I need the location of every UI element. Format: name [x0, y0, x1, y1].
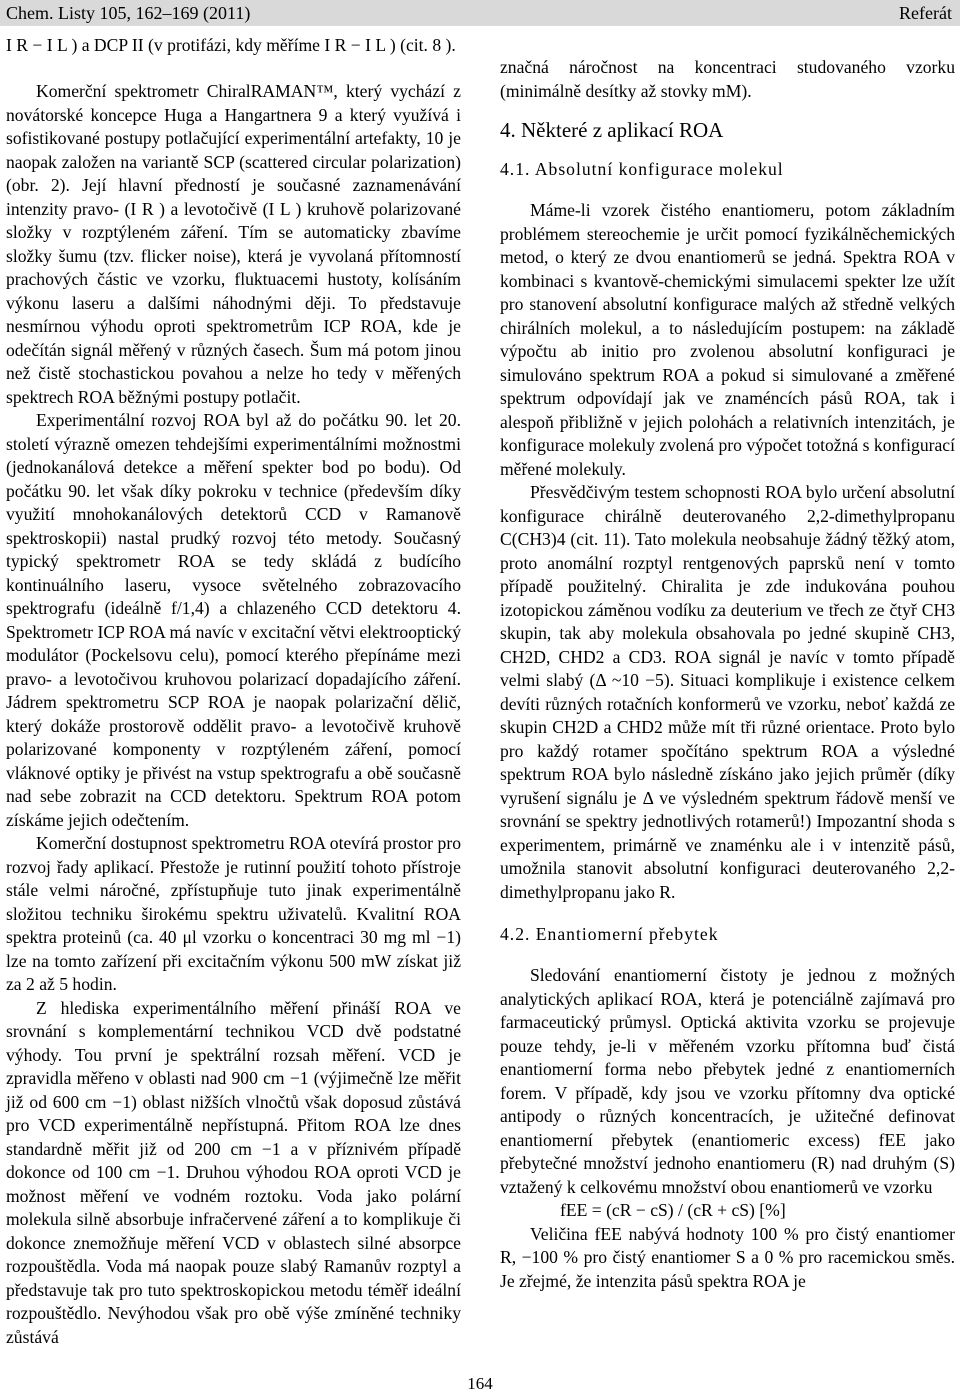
paragraph: Přesvědčivým testem schopnosti ROA bylo určení absolutní konfigurace chirálně deuterovaného 2,2-dimethylpropanu C(CH3)4 (cit. 11). Tato molekula neobsahuje žádný těžký atom, proto anomální rozptyl rentgenových paprsků není v tomto případě použitelný. Chiralita je zde indukována pouhou izotopickou záměnou vodíku za deuterium ve třech ze čtyř CH3 skupin, tak aby molekula obsahovala po jedné skupině CH3, CH2D, CHD2 a CD3. ROA signál je navíc v tomto případě velmi slabý (Δ ~10 −5). Situaci komplikuje i existence celkem devíti různých rotačních konformerů ve vzorku, neboť každá ze skupin CH2D a CHD2 může mít tři různé orientace. Proto bylo pro každý rotamer spočítáno spektrum ROA a výsledné spektrum ROA bylo následně získáno jako jejich průměr (díky vyrušení signálu je Δ ve výsledném spektrum řádově menší ve srovnání se spektry jednotlivých rotamerů!) Impozantní shoda s experimentem, primárně ve znaménku ale i v intenzitě pásů, umožnila stanovit absolutní konfiguraci deuterovaného 2,2-dimethylpropanu jako R. — [500, 482, 955, 902]
section-heading-4: 4. Některé z aplikací ROA — [500, 118, 724, 142]
subsection-heading-4-2: 4.2. Enantiomerní přebytek — [500, 924, 719, 944]
paragraph: Z hlediska experimentálního měření přináší ROA ve srovnání s komplementární technikou VCD dvě podstatné výhody. Tou první je spektrální rozsah měření. VCD je zpravidla měřeno v oblasti nad 900 cm −1 (výjimečně lze měřit již od 600 cm −1) oblast nižších vlnočtů však doposud zůstává pro VCD experimentálně nepřístupná. Přitom ROA lze dnes standardně měřit již od 200 cm −1 a v příznivém případě dokonce od 100 cm −1. Druhou výhodou ROA oproti VCD je možnost měření ve vodném roztoku. Voda jako polární molekula silně absorbuje infračervené záření a to komplikuje či dokonce znemožňuje měření VCD v oblastech silné absorpce rozpouštědla. Voda má naopak pouze slabý Ramanův rozptyl a představuje tak pro tuto spektroskopickou metodu téměř ideální rozpouštědlo. Nevýhodou však pro obě výše zmíněné techniky zůstává — [6, 997, 461, 1347]
right-column — [500, 56, 955, 1293]
paragraph: Sledování enantiomerní čistoty je jednou z možných analytických aplikací ROA, která je potenciálně zajímavá pro farmaceutický průmysl. Optická aktivita vzorku se projevuje pouze tehdy, je-li v měřeném vzorku přítomna buď čistá enantiomerní forma nebo přebytek jedné z enantiomerních forem. V případě, kdy jsou ve vzorku přítomny dva optické antipody o různých koncentracích, je užitečné definovat enantiomerní přebytek (enantiomeric excess) fEE jako přebytečné množství jednoho enantiomeru (R) nad druhým (S) vztažený k celkovému množství obou enantiomerů ve vzorku — [500, 965, 955, 1197]
paragraph: Experimentální rozvoj ROA byl až do počátku 90. let 20. století výrazně omezen tehdejšími experimentálními možnostmi (jednokanálová detekce a měření spekter bod po bodu). Od počátku 90. let však díky pokroku v technice (především díky využití mnohokanálových detektorů CCD v Ramanově spektroskopii) nastal prudký rozvoj této metody. Současný typický spektrometr ROA se tedy skládá z budícího kontinuálního laseru, vysoce světelného zobrazovacího spektrografu (ideálně f/1,4) a chlazeného CCD detektoru 4. Spektrometr ICP ROA má navíc v excitační větvi elektrooptický modulátor (Pockelsovu celu), pomocí kterého přepínáme mezi pravo- a levotočivou kruhovou polarizací dopadajícího záření. Jádrem spektrometru SCP ROA je naopak polarizační dělič, který dokáže prostorově oddělit pravo- a levotočivě kruhově polarizované komponenty v rozptýleném záření, pomocí vláknové optiky je přivést na vstup spektrografu a obě současně nad sebe zobrazit na CCD detektoru. Spektrum ROA potom získáme jejich odečtením. — [6, 410, 461, 830]
subsection-heading-4-1: 4.1. Absolutní konfigurace molekul — [500, 159, 784, 179]
page-number: 164 — [467, 1374, 493, 1393]
journal-citation: Chem. Listy 105, 162–169 (2011) — [6, 3, 251, 23]
paragraph: Komerční spektrometr ChiralRAMAN™, který vychází z novátorské koncepce Huga a Hangartnera 9 a který využívá i sofistikované postupy potlačující experimentální artefakty, 10 je naopak založen na variantě SCP (scattered circular polarization) (obr. 2). Její hlavní předností je současné zaznamenávání intenzity pravo- (I R ) a levotočivě (I L ) kruhově polarizované složky v rozptýleném záření. Tím se automaticky zbavíme složky šumu (tzv. flicker noise), která je vyvolaná přítomností prachových částic ve vzorku, fluktuacemi hustoty, kolísáním výkonu laseru a dalšími náhodnými ději. To představuje nesmírnou výhodu oproti spektrometrům ICP ROA, kde je odečítán signál měřený v různých časech. Šum má potom jinou než čistě stochastickou povahou a nelze ho tedy v měřených spektrech ROA běžnými postupy potlačit. — [6, 81, 461, 407]
paragraph: Máme-li vzorek čistého enantiomeru, potom základním problémem stereochemie je určit pomocí fyzikálněchemických metod, o který ze dvou enantiomerů se jedná. Spektra ROA v kombinaci s kvantově-chemickými simulacemi spekter lze užít pro stanovení absolutní konfigurace malých až středně velkých chirálních molekul, a to následujícím postupem: na základě výpočtu ab initio pro zvolenou absolutní konfiguraci je simulováno spektrum ROA a pokud si simulované a změřené spektrum odpovídají jak ve znaméncích pásů ROA, tak i alespoň přibližně v jejich polohách a relativních intenzitách, je konfigurace molekuly zvolená pro výpočet totožná s konfigurací měřené molekuly. — [500, 200, 955, 479]
paragraph: Veličina fEE nabývá hodnoty 100 % pro čistý enantiomer R, −100 % pro čistý enantiomer S a 0 % pro racemickou směs. Je zřejmé, že intenzita pásů spektra ROA je — [500, 1223, 955, 1291]
paragraph: značná náročnost na koncentraci studovaného vzorku (minimálně desítky až stovky mM). — [500, 57, 955, 101]
section-label: Referát — [899, 3, 952, 23]
left-column — [6, 80, 461, 1349]
equation: fEE = (cR − cS) / (cR + cS) [%] — [560, 1200, 786, 1220]
running-header — [0, 0, 960, 26]
paragraph: Komerční dostupnost spektrometru ROA otevírá prostor pro rozvoj řady aplikací. Přestože je rutinní použití tohoto přístroje stále velmi náročné, zpřístupňuje tuto jinak experimentálně složitou techniku širokému spektru uživatelů. Kvalitní ROA spektra proteinů (ca. 40 μl vzorku o koncentraci 30 mg ml −1) lze na tomto zařízení při excitačním výkonu 500 mW získat již za 2 až 5 hodin. — [6, 833, 461, 994]
formula-line: I R − I L ) a DCP II (v protifázi, kdy měříme I R − I L ) (cit. 8 ). — [6, 35, 456, 55]
